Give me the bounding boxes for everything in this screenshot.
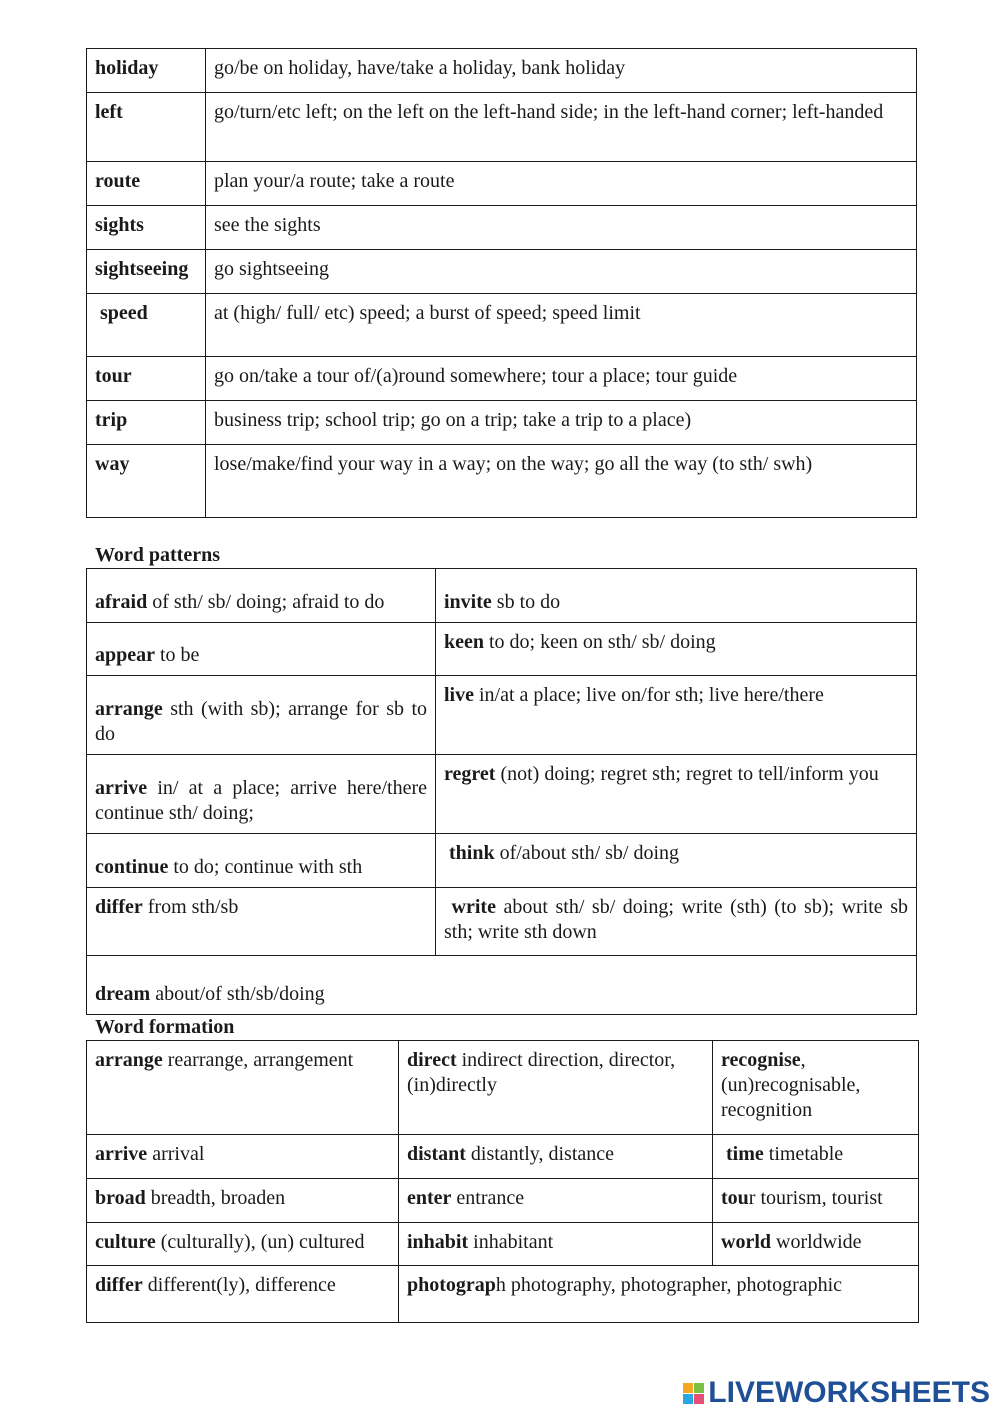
table-row: [87, 445, 917, 518]
vocab-word: trip: [87, 401, 206, 445]
formation-cell: enter entrance: [399, 1179, 713, 1223]
table-row: [87, 676, 917, 755]
vocab-collocations: go/turn/etc left; on the left on the left-hand side; in the left-hand corner; left-handed: [206, 93, 917, 162]
vocabulary-table: [86, 48, 917, 518]
vocab-collocations: business trip; school trip; go on a trip; take a trip to a place): [206, 401, 917, 445]
pattern-cell: arrange sth (with sb); arrange for sb to do: [87, 676, 436, 755]
vocab-collocations: see the sights: [206, 206, 917, 250]
pattern-cell: write about sth/ sb/ doing; write (sth) (to sb); write sb sth; write sth down: [436, 888, 917, 956]
table-row: [87, 1179, 919, 1223]
word-patterns-table: [86, 568, 917, 1015]
formation-cell: world worldwide: [713, 1223, 919, 1266]
table-row: [87, 49, 917, 93]
table-row: [87, 357, 917, 401]
table-row: [87, 1041, 919, 1135]
vocab-collocations: at (high/ full/ etc) speed; a burst of speed; speed limit: [206, 294, 917, 357]
pattern-cell: appear to be: [87, 623, 436, 676]
vocab-collocations: go on/take a tour of/(a)round somewhere; tour a place; tour guide: [206, 357, 917, 401]
pattern-cell: dream about/of sth/sb/doing: [87, 956, 917, 1015]
formation-cell: arrange rearrange, arrangement: [87, 1041, 399, 1135]
vocab-word: left: [87, 93, 206, 162]
pattern-cell: regret (not) doing; regret sth; regret to tell/inform you: [436, 755, 917, 834]
liveworksheets-logo: [683, 1376, 990, 1410]
vocab-collocations: plan your/a route; take a route: [206, 162, 917, 206]
pattern-cell: invite sb to do: [436, 569, 917, 623]
pattern-cell: arrive in/ at a place; arrive here/there continue sth/ doing;: [87, 755, 436, 834]
word-formation-table: [86, 1040, 919, 1323]
table-row: [87, 162, 917, 206]
vocab-word: tour: [87, 357, 206, 401]
table-row: [87, 755, 917, 834]
pattern-cell: afraid of sth/ sb/ doing; afraid to do: [87, 569, 436, 623]
vocab-word: way: [87, 445, 206, 518]
table-row: [87, 569, 917, 623]
table-row: [87, 1266, 919, 1323]
table-row: [87, 206, 917, 250]
formation-cell: arrive arrival: [87, 1135, 399, 1179]
vocab-word: sights: [87, 206, 206, 250]
word-patterns-heading: Word patterns: [95, 544, 220, 566]
pattern-cell: think of/about sth/ sb/ doing: [436, 834, 917, 888]
formation-cell: differ different(ly), difference: [87, 1266, 399, 1323]
table-row: [87, 250, 917, 294]
formation-cell: inhabit inhabitant: [399, 1223, 713, 1266]
table-row: [87, 1223, 919, 1266]
table-row: [87, 401, 917, 445]
logo-mark-icon: [683, 1383, 704, 1404]
table-row: [87, 834, 917, 888]
formation-cell: distant distantly, distance: [399, 1135, 713, 1179]
table-row: [87, 294, 917, 357]
vocab-collocations: go sightseeing: [206, 250, 917, 294]
formation-cell: photograph photography, photographer, photographic: [399, 1266, 919, 1323]
formation-cell: culture (culturally), (un) cultured: [87, 1223, 399, 1266]
table-row: [87, 888, 917, 956]
formation-cell: recognise, (un)recognisable, recognition: [713, 1041, 919, 1135]
vocab-word: sightseeing: [87, 250, 206, 294]
logo-text: LIVEWORKSHEETS: [708, 1376, 990, 1409]
formation-cell: time timetable: [713, 1135, 919, 1179]
pattern-cell: continue to do; continue with sth: [87, 834, 436, 888]
vocab-collocations: lose/make/find your way in a way; on the way; go all the way (to sth/ swh): [206, 445, 917, 518]
vocab-word: holiday: [87, 49, 206, 93]
pattern-cell: live in/at a place; live on/for sth; live here/there: [436, 676, 917, 755]
vocab-collocations: go/be on holiday, have/take a holiday, bank holiday: [206, 49, 917, 93]
formation-cell: broad breadth, broaden: [87, 1179, 399, 1223]
table-row: [87, 623, 917, 676]
vocab-word: speed: [87, 294, 206, 357]
table-row: [87, 1135, 919, 1179]
vocab-word: route: [87, 162, 206, 206]
pattern-cell: differ from sth/sb: [87, 888, 436, 956]
formation-cell: tour tourism, tourist: [713, 1179, 919, 1223]
word-formation-heading: Word formation: [95, 1016, 235, 1038]
pattern-cell: keen to do; keen on sth/ sb/ doing: [436, 623, 917, 676]
table-row: [87, 93, 917, 162]
formation-cell: direct indirect direction, director, (in)directly: [399, 1041, 713, 1135]
table-row: [87, 956, 917, 1015]
